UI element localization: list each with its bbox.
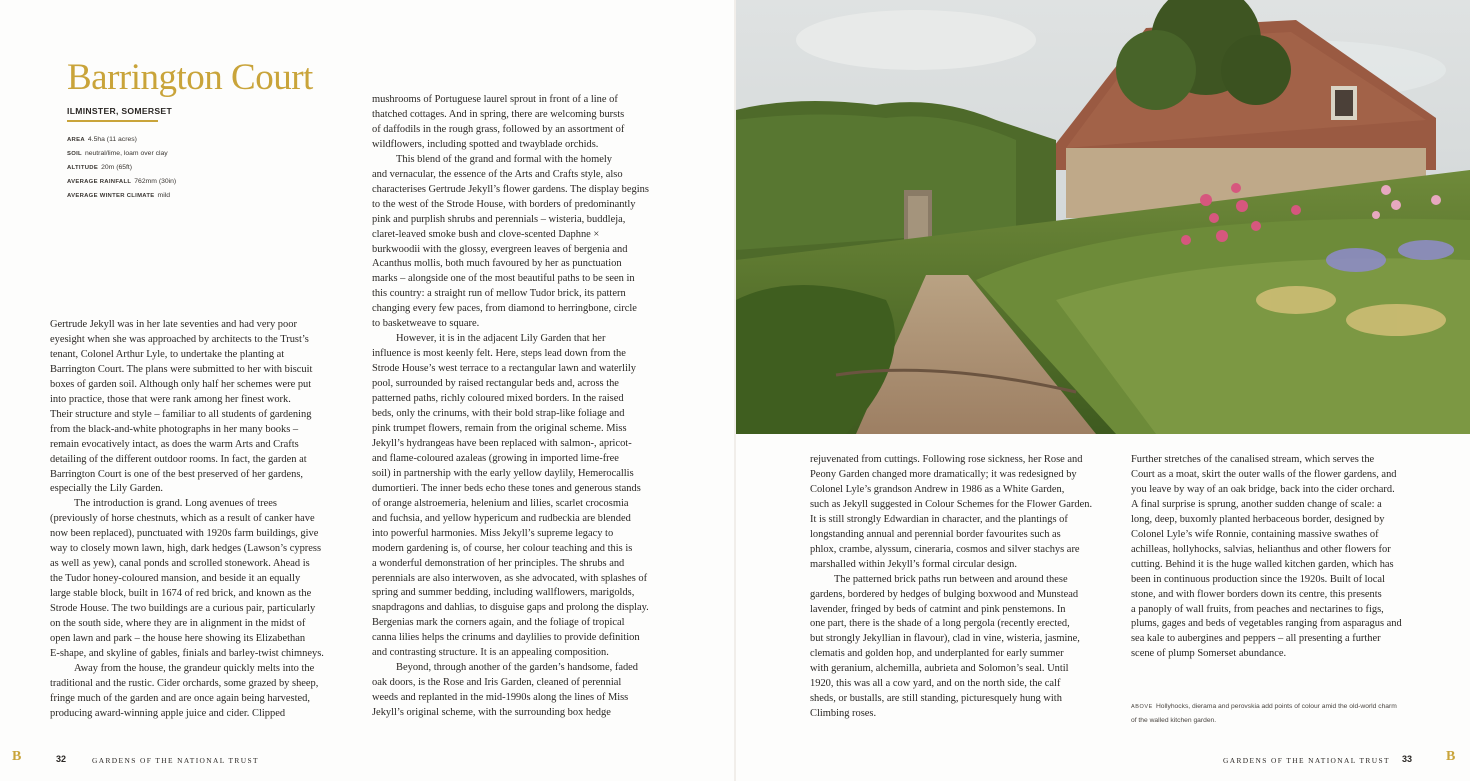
text-line: this country: a straight run of mellow Tudor brick, its pattern (372, 288, 626, 300)
text-line: wildflowers, including spotted and twayblade orchids. (372, 138, 599, 150)
paragraph (810, 573, 1092, 723)
text-line: influence is most keenly felt. Here, steps lead down from the (372, 348, 626, 360)
text-line: to the west of the Strode House, with borders of predominantly (372, 198, 636, 210)
text-line: (previously of horse chestnuts, which as a result of canker have (50, 513, 315, 525)
text-line: with geranium, alchemilla, aubrieta and Solomon’s seal. Until (810, 663, 1069, 675)
garden-photo-illustration (736, 0, 1470, 434)
running-head: GARDENS OF THE NATIONAL TRUST (92, 756, 259, 765)
text-line: of orange alstroemeria, helenium and lilies, scarlet crocosmia (372, 497, 629, 509)
photo-caption (1131, 700, 1397, 727)
text-line: into powerful harmonies. Miss Jekyll’s supreme legacy to (372, 527, 614, 539)
text-line: to basketweave to square. (372, 318, 480, 330)
text-line: characterises Gertrude Jekyll’s flower gardens. The display begins (372, 183, 649, 195)
text-line: soil) in partnership with the early yellow daylily, Hemerocallis (372, 467, 634, 479)
text-line: fringe much of the garden and are once again being harvested, (50, 692, 310, 704)
text-line: gardens, bordered by hedges of bulging boxwood and Munstead (810, 588, 1079, 600)
text-line: claret-leaved smoke bush and clove-scented Daphne × (372, 228, 600, 240)
body-column-1 (50, 318, 324, 722)
text-line: 1920, this was all a cow yard, and on the north side, the calf (810, 678, 1061, 690)
text-line: thatched cottages. And in spring, there are welcoming bursts (372, 108, 625, 120)
text-line: clematis and golden hop, and underplanted for early summer (810, 648, 1064, 660)
paragraph (50, 497, 324, 661)
text-line: a panoply of wall fruits, from peaches and nectarines to figs, (1131, 603, 1384, 615)
text-line: However, it is in the adjacent Lily Garden that her (396, 333, 606, 345)
text-line: producing award-winning apple juice and cider. Clipped (50, 707, 286, 719)
text-line: This blend of the grand and formal with the homely (396, 153, 612, 165)
text-line: marks – alongside one of the most beautiful paths to be seen in (372, 273, 635, 285)
text-line: and contrasting structure. It is an appealing composition. (372, 647, 609, 659)
text-line: Jekyll’s hydrangeas have been replaced with salmon-, apricot- (372, 437, 632, 449)
text-line: Further stretches of the canalised stream, which serves the (1131, 454, 1375, 465)
text-line: rejuvenated from cuttings. Following rose sickness, her Rose and (810, 454, 1083, 465)
text-line: Colonel Lyle’s wife Ronnie, containing massive swathes of (1131, 528, 1379, 540)
right-page (736, 0, 1470, 781)
text-line: pink trumpet flowers, remain from the original scheme. Miss (372, 422, 627, 434)
paragraph (372, 93, 649, 153)
text-line: sea kale to aubergines and peppers – all presenting a further (1131, 633, 1381, 645)
text-line: mushrooms of Portuguese laurel sprout in front of a line of (372, 94, 618, 105)
text-line: into practice, those that were rank among her finest work. (50, 393, 291, 405)
caption-line: of the walled kitchen garden. (1131, 717, 1217, 724)
garden-photo (736, 0, 1470, 434)
text-line: been in continuous production since the 1920s. Built of local (1131, 573, 1385, 585)
text-line: Climbing roses. (810, 708, 877, 720)
text-line: eyesight when she was approached by architects to the Trust’s (50, 333, 309, 345)
text-line: Jekyll’s original scheme, with the surrounding box hedge (372, 707, 611, 719)
paragraph (1131, 453, 1402, 662)
text-line: patterned paths, richly coloured mixed borders. In the raised (372, 393, 624, 405)
text-line: The introduction is grand. Long avenues of trees (74, 498, 277, 510)
text-line: lavender, fringed by beds of catmint and pink penstemons. In (810, 603, 1066, 615)
text-line: phlox, crambe, alyssum, cineraria, cosmos and silver stachys are (810, 543, 1080, 555)
text-line: burkwoodii with the glossy, evergreen leaves of bergenia and (372, 243, 628, 255)
text-line: Strode House’s west terrace to a rectangular lawn and waterlily (372, 363, 637, 375)
text-line: one part, there is the shade of a long pergola (recently erected, (810, 618, 1070, 630)
text-line: remain evocatively intact, as does the warm Arts and Crafts (50, 438, 299, 450)
text-line: Barrington Court. The plans were submitted to her with biscuit (50, 363, 313, 375)
text-line: of daffodils in the rough grass, followed by an assortment of (372, 123, 625, 135)
text-line: E-shape, and skyline of gables, finials and barley-twist chimneys. (50, 647, 324, 659)
section-mark: B (12, 749, 22, 764)
text-line: Their structure and style – familiar to all students of gardening (50, 408, 312, 420)
text-line: Peony Garden changed more dramatically; it was redesigned by (810, 468, 1077, 480)
text-line: oak doors, is the Rose and Iris Garden, cleaned of perennial (372, 677, 622, 689)
text-line: scene of plump Somerset abundance. (1131, 648, 1287, 660)
text-line: pink and purplish shrubs and perennials – wisteria, buddleja, (372, 213, 626, 225)
paragraph (50, 318, 324, 497)
text-line: A final surprise is sprung, another sudden change of scale: a (1131, 498, 1382, 510)
text-line: Acanthus mollis, both much favoured by her as punctuation (372, 258, 622, 270)
text-line: long, deep, buxomly planted herbaceous border, designed by (1131, 513, 1385, 525)
text-line: snapdragons and dahlias, to disguise gaps and prolong the display. (372, 602, 649, 614)
text-line: but strongly Jekyllian in flavour), clad in vine, wisteria, jasmine, (810, 633, 1080, 645)
text-line: beds, only the crinums, with their bold strap-like foliage and (372, 408, 625, 420)
text-line: Court as a moat, skirt the outer walls of the flower gardens, and (1131, 468, 1397, 480)
text-line: longstanding annual and perennial border favourites such as (810, 528, 1061, 540)
text-line: detailing of the different outdoor rooms. In fact, the garden at (50, 453, 307, 465)
text-line: tenant, Colonel Arthur Lyle, to undertake the planting at (50, 348, 285, 360)
text-line: Bergenias mark the corners again, and the foliage of tropical (372, 617, 625, 629)
text-line: dumortieri. The inner beds echo these tones and generous stands (372, 482, 641, 494)
text-line: a wonderful demonstration of her principles. The shrubs and (372, 557, 625, 569)
fact-item: SOIL neutral/lime, loam over clay (67, 150, 168, 157)
paragraph (810, 453, 1092, 573)
page-number: 33 (1402, 754, 1413, 764)
section-mark: B (1446, 749, 1456, 764)
text-line: weeds and replanted in the mid-1990s along the lines of Miss (372, 692, 629, 704)
paragraph (372, 661, 649, 721)
title-rule (67, 120, 158, 122)
text-line: pool, surrounded by raised rectangular beds and, across the (372, 378, 619, 390)
text-line: now been replaced), punctuated with 1920s farm buildings, give (50, 528, 319, 540)
fact-item: ALTITUDE 20m (65ft) (67, 164, 133, 171)
text-line: Away from the house, the grandeur quickly melts into the (74, 662, 315, 674)
text-line: The patterned brick paths run between and around these (834, 573, 1068, 585)
text-line: Strode House. The two buildings are a curious pair, particularly (50, 603, 316, 615)
body-column-2 (372, 93, 649, 721)
text-line: Barrington Court is one of the best preserved of her gardens, (50, 468, 304, 480)
body-column-3 (810, 453, 1092, 722)
running-head: GARDENS OF THE NATIONAL TRUST (1223, 756, 1390, 765)
paragraph (372, 332, 649, 661)
text-line: especially the Lily Garden. (50, 483, 164, 495)
text-line: as well as yew), canal ponds and scrolled stonework. Ahead is (50, 558, 310, 570)
paragraph (372, 153, 649, 332)
location-subtitle: ILMINSTER, SOMERSET (67, 106, 173, 116)
page-title: Barrington Court (67, 57, 313, 98)
text-line: way to closely mown lawn, high, dark hedges (Lawson’s cypress (50, 543, 322, 555)
text-line: canna lilies helps the crinums and daylilies to provide definition (372, 632, 640, 644)
text-line: marshalled within Jekyll’s formal circular design. (810, 558, 1017, 570)
text-line: perennials are also interwoven, as she advocated, with splashes of (372, 572, 648, 584)
caption-line: Hollyhocks, dierama and perovskia add points of colour amid the old-world charm (1155, 703, 1397, 710)
text-line: and fuchsia, and yellow hypericum and rudbeckia are blended (372, 512, 631, 524)
text-line: modern gardening is, of course, her colour teaching and this is (372, 542, 633, 554)
text-line: cutting. Behind it is the huge walled kitchen garden, which has (1131, 558, 1394, 570)
text-line: spring and summer bedding, including wallflowers, marigolds, (372, 587, 635, 599)
text-line: It is still strongly Edwardian in character, and the plantings of (810, 513, 1068, 525)
text-line: Beyond, through another of the garden’s handsome, faded (396, 662, 639, 674)
body-column-4 (1131, 453, 1402, 662)
fact-item: AREA 4.5ha (11 acres) (67, 136, 137, 143)
text-line: you leave by way of an oak bridge, back into the cider orchard. (1131, 483, 1395, 495)
text-line: boxes of garden soil. Although only half her schemes were put (50, 378, 312, 390)
text-line: Colonel Lyle’s grandson Andrew in 1986 as a White Garden, (810, 483, 1065, 495)
caption-label: ABOVE (1131, 704, 1153, 710)
text-line: stone, and with flower borders down its centre, this presents (1131, 588, 1382, 600)
fact-item: AVERAGE WINTER CLIMATE mild (67, 192, 171, 199)
text-line: such as Jekyll suggested in Colour Schemes for the Flower Garden. (810, 498, 1093, 510)
fact-item: AVERAGE RAINFALL 762mm (30in) (67, 178, 177, 185)
text-line: large stable block, built in 1674 of red brick, and known as the (50, 588, 312, 600)
text-line: the Tudor honey-coloured mansion, and beside it an equally (50, 573, 301, 585)
text-line: plums, gages and beds of vegetables ranging from asparagus and (1131, 618, 1402, 630)
text-line: from the black-and-white photographs in her many books – (50, 423, 299, 435)
text-line: sheds, or bustalls, are still standing, picturesquely hung with (810, 693, 1062, 705)
text-line: open lawn and park – the house here showing its Elizabethan (50, 633, 306, 645)
left-page (0, 0, 734, 781)
text-line: traditional and the rustic. Cider orchards, some grazed by sheep, (50, 677, 319, 689)
text-line: achilleas, hollyhocks, salvias, helianthus and other flowers for (1131, 543, 1391, 555)
paragraph (50, 662, 324, 722)
text-line: on the south side, where they are in alignment in the midst of (50, 618, 306, 630)
text-line: changing every few paces, from diamond to herringbone, circle (372, 303, 637, 315)
garden-facts (67, 133, 176, 203)
text-line: and vernacular, the essence of the Arts and Crafts style, also (372, 168, 623, 180)
text-line: and flame-coloured azaleas (growing in imported lime-free (372, 452, 619, 464)
page-number: 32 (56, 754, 67, 764)
text-line: Gertrude Jekyll was in her late seventies and had very poor (50, 319, 297, 330)
